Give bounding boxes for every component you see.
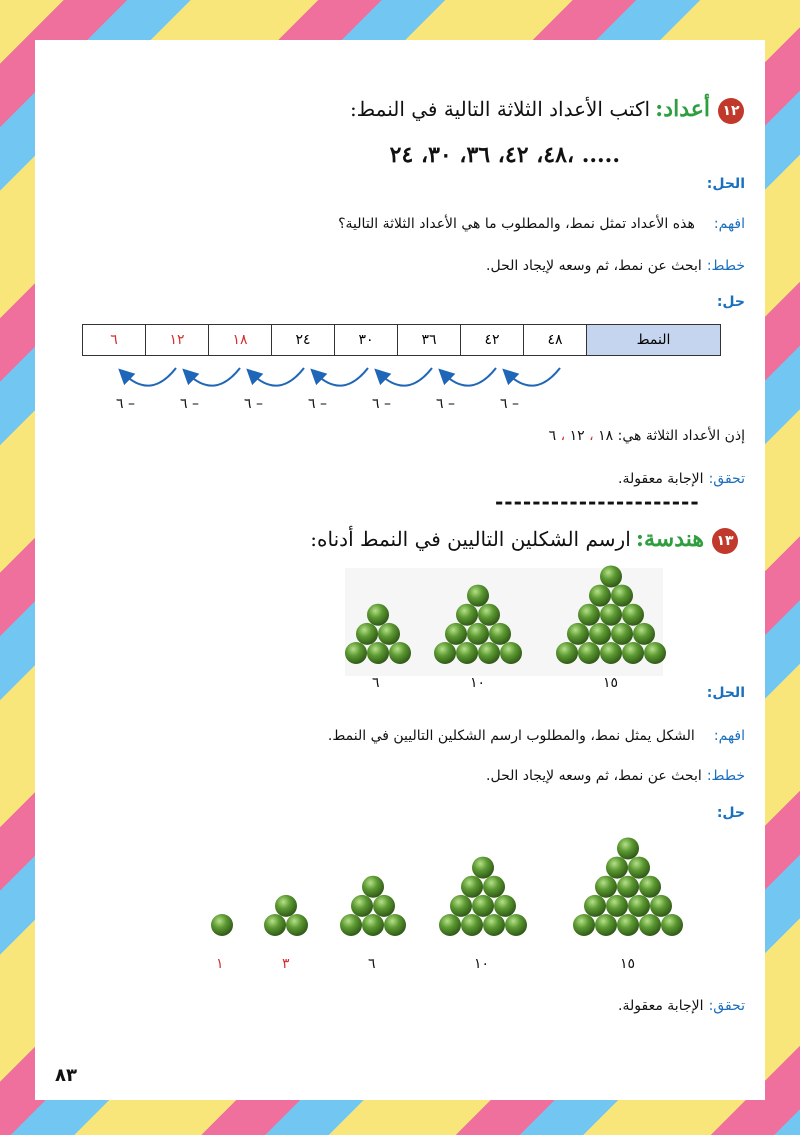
solve-heading-13: حل: bbox=[716, 805, 745, 821]
ball-icon bbox=[595, 914, 617, 936]
step-label: ٦ – bbox=[500, 396, 519, 412]
check-label: تحقق: bbox=[708, 998, 745, 1014]
ball-icon bbox=[286, 914, 308, 936]
problem-12-instruction: اكتب الأعداد الثلاثة التالية في النمط: bbox=[349, 97, 651, 121]
understand-text: الشكل يمثل نمط، والمطلوب ارسم الشكلين التاليين في النمط. bbox=[327, 728, 695, 744]
ball-icon bbox=[367, 642, 389, 664]
ball-icon bbox=[483, 914, 505, 936]
ball-icon bbox=[617, 837, 639, 859]
table-cell: ٣٦ bbox=[398, 325, 461, 356]
ball-icon bbox=[584, 895, 606, 917]
table-cell: ٦ bbox=[83, 325, 146, 356]
ball-icon bbox=[639, 914, 661, 936]
ball-icon bbox=[362, 876, 384, 898]
understand-label: افهم: bbox=[713, 216, 745, 232]
step-label: ٦ – bbox=[308, 396, 327, 412]
ball-icon bbox=[434, 642, 456, 664]
ball-icon bbox=[617, 914, 639, 936]
ball-icon bbox=[639, 876, 661, 898]
table-header-cell: النمط bbox=[587, 325, 721, 356]
result-value: ١٨ bbox=[598, 428, 614, 444]
check-row-13 bbox=[618, 995, 745, 1014]
ball-icon bbox=[644, 642, 666, 664]
ball-icon bbox=[211, 914, 233, 936]
ball-icon bbox=[384, 914, 406, 936]
ball-icon bbox=[445, 623, 467, 645]
ball-icon bbox=[472, 857, 494, 879]
ball-icon bbox=[500, 642, 522, 664]
answer-count-1: ١ bbox=[216, 956, 224, 972]
step-label: ٦ – bbox=[180, 396, 199, 412]
step-label: ٦ – bbox=[436, 396, 455, 412]
ball-icon bbox=[264, 914, 286, 936]
ball-icon bbox=[661, 914, 683, 936]
result-separator: ، bbox=[560, 428, 566, 444]
ball-icon bbox=[589, 623, 611, 645]
ball-icon bbox=[611, 585, 633, 607]
ball-icon bbox=[595, 876, 617, 898]
ball-icon bbox=[367, 604, 389, 626]
check-label: تحقق: bbox=[708, 471, 745, 487]
check-text: الإجابة معقولة. bbox=[618, 998, 704, 1014]
ball-icon bbox=[589, 585, 611, 607]
solution-heading-13: الحل: bbox=[706, 685, 745, 701]
ball-icon bbox=[611, 623, 633, 645]
ball-icon bbox=[600, 604, 622, 626]
section-separator: ---------------------- bbox=[495, 490, 700, 514]
given-count-10: ١٠ bbox=[470, 675, 486, 691]
table-cell: ٤٢ bbox=[461, 325, 524, 356]
step-label: ٦ – bbox=[372, 396, 391, 412]
ball-icon bbox=[606, 857, 628, 879]
ball-icon bbox=[622, 604, 644, 626]
ball-icon bbox=[478, 604, 500, 626]
result-value: ١٢ bbox=[569, 428, 585, 444]
given-count-15: ١٥ bbox=[603, 675, 619, 691]
plan-text: ابحث عن نمط، ثم وسعه لإيجاد الحل. bbox=[486, 768, 702, 784]
ball-icon bbox=[456, 642, 478, 664]
understand-text: هذه الأعداد تمثل نمط، والمطلوب ما هي الأعداد الثلاثة التالية؟ bbox=[338, 216, 695, 232]
ball-icon bbox=[461, 876, 483, 898]
ball-icon bbox=[472, 895, 494, 917]
ball-icon bbox=[467, 623, 489, 645]
ball-icon bbox=[567, 623, 589, 645]
ball-icon bbox=[483, 876, 505, 898]
ball-icon bbox=[617, 876, 639, 898]
ball-icon bbox=[450, 895, 472, 917]
ball-icon bbox=[633, 623, 655, 645]
ball-icon bbox=[578, 642, 600, 664]
problem-12-sequence: ٤٨، ٤٢، ٣٦، ٣٠، ٢٤، ..... bbox=[389, 142, 620, 168]
ball-icon bbox=[478, 642, 500, 664]
answer-count-6: ٦ bbox=[368, 956, 376, 972]
plan-label: خطط: bbox=[706, 258, 745, 274]
ball-icon bbox=[628, 857, 650, 879]
problem-12-label: أعداد: bbox=[655, 96, 710, 122]
table-cell: ١٨ bbox=[209, 325, 272, 356]
ball-icon bbox=[650, 895, 672, 917]
ball-icon bbox=[622, 642, 644, 664]
page-number: ٨٣ bbox=[55, 1065, 77, 1086]
ball-icon bbox=[439, 914, 461, 936]
plan-label: خطط: bbox=[706, 768, 745, 784]
ball-icon bbox=[378, 623, 400, 645]
ball-icon bbox=[351, 895, 373, 917]
solution-heading-12: الحل: bbox=[706, 176, 745, 192]
ball-icon bbox=[505, 914, 527, 936]
understand-label: افهم: bbox=[713, 728, 745, 744]
ball-icon bbox=[606, 895, 628, 917]
given-count-6: ٦ bbox=[372, 675, 380, 691]
problem-13-label: هندسة: bbox=[635, 526, 704, 552]
ball-icon bbox=[362, 914, 384, 936]
ball-icon bbox=[340, 914, 362, 936]
ball-icon bbox=[461, 914, 483, 936]
understand-row-13 bbox=[328, 725, 745, 744]
ball-icon bbox=[578, 604, 600, 626]
ball-icon bbox=[573, 914, 595, 936]
table-cell: ٣٠ bbox=[335, 325, 398, 356]
problem-13-badge: ١٣ bbox=[712, 528, 738, 554]
ball-icon bbox=[628, 895, 650, 917]
answer-count-3: ٣ bbox=[282, 956, 290, 972]
result-prefix: إذن الأعداد الثلاثة هي: bbox=[617, 428, 745, 444]
plan-text: ابحث عن نمط، ثم وسعه لإيجاد الحل. bbox=[486, 258, 702, 274]
ball-icon bbox=[467, 585, 489, 607]
ball-icon bbox=[600, 565, 622, 587]
ball-icon bbox=[275, 895, 297, 917]
ball-icon bbox=[556, 642, 578, 664]
ball-icon bbox=[456, 604, 478, 626]
ball-icon bbox=[600, 642, 622, 664]
ball-icon bbox=[373, 895, 395, 917]
ball-icon bbox=[494, 895, 516, 917]
answer-count-15: ١٥ bbox=[620, 956, 636, 972]
ball-icon bbox=[489, 623, 511, 645]
step-label: ٦ – bbox=[116, 396, 135, 412]
problem-13-instruction: ارسم الشكلين التاليين في النمط أدناه: bbox=[310, 527, 631, 551]
table-cell: ٤٨ bbox=[524, 325, 587, 356]
table-cell: ٢٤ bbox=[272, 325, 335, 356]
solve-heading-12: حل: bbox=[716, 294, 745, 310]
plan-row-13 bbox=[486, 765, 745, 784]
table-cell: ١٢ bbox=[146, 325, 209, 356]
result-value: ٦ bbox=[548, 428, 557, 444]
step-label: ٦ – bbox=[244, 396, 263, 412]
ball-icon bbox=[345, 642, 367, 664]
ball-icon bbox=[389, 642, 411, 664]
check-text: الإجابة معقولة. bbox=[618, 471, 704, 487]
problem-12-badge: ١٢ bbox=[718, 98, 744, 124]
result-separator: ، bbox=[589, 428, 594, 444]
ball-icon bbox=[356, 623, 378, 645]
answer-count-10: ١٠ bbox=[474, 956, 490, 972]
